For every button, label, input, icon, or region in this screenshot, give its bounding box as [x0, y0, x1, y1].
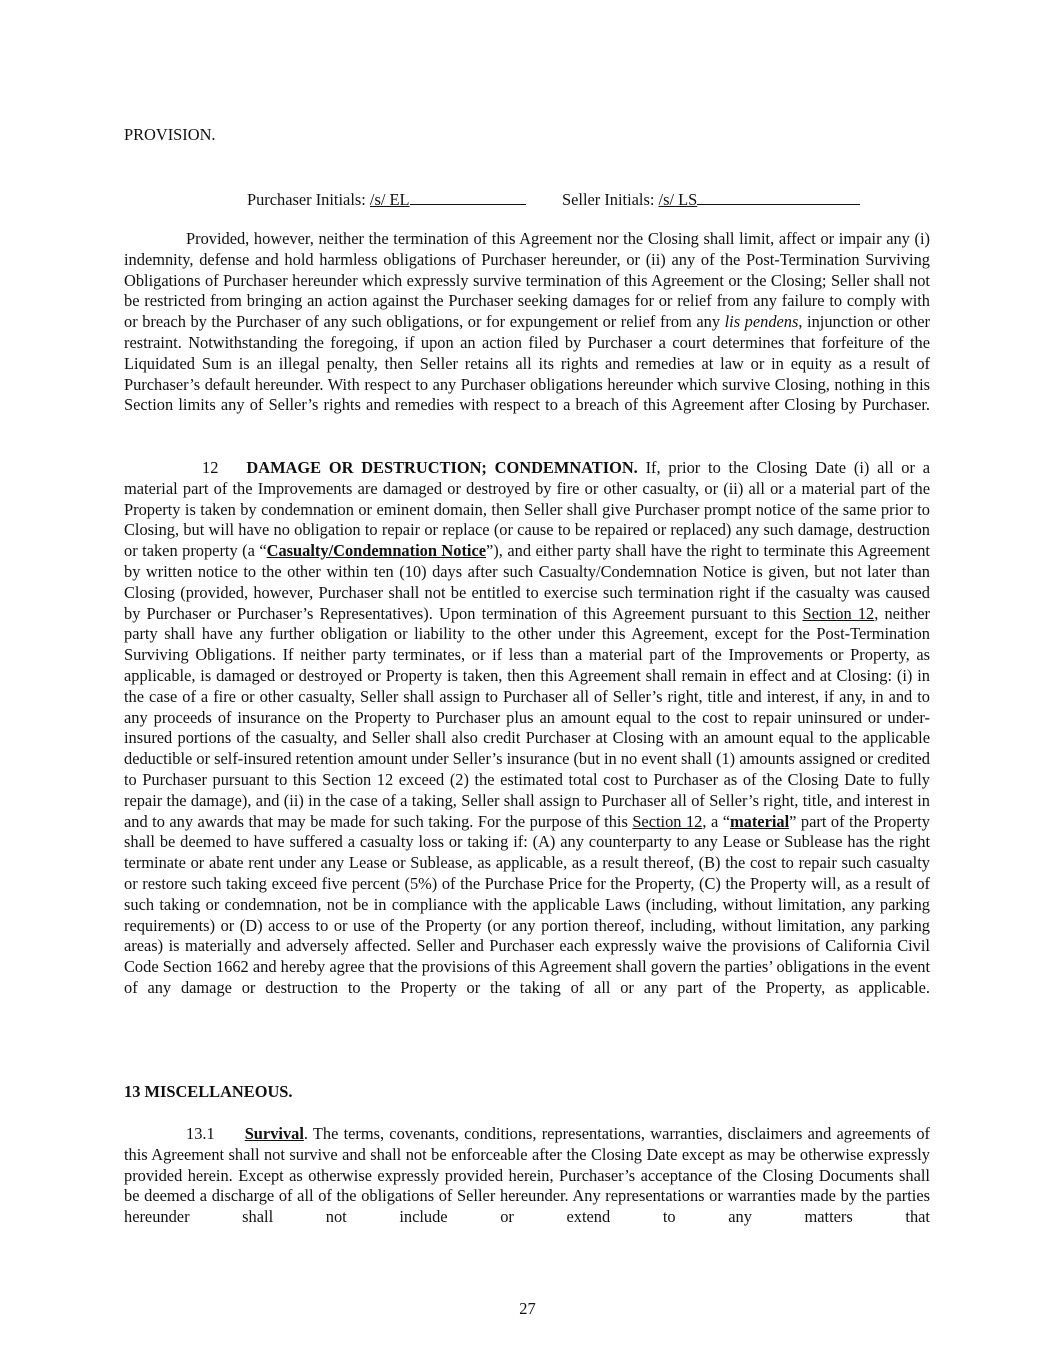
section-12-number: 12 — [202, 458, 219, 477]
section-12-reference: Section 12 — [802, 603, 875, 623]
seller-initials: Seller Initials: /s/ LS — [562, 188, 860, 211]
proviso-paragraph: Provided, however, neither the termination of this Agreement nor the Closing shall limit, affect or impair any (i) indemnity, defense and hold harmless obligations of Purchaser hereunder, or (ii) any of the Post-Termination Surviving Obligations of Purchaser hereunder which expressly survive termination of this Agreement or the Closing; Seller shall not be restricted from bringing an action against the Purchaser seeking damages for or relief from any failure to comply with or breach by the Purchaser of any such obligations, or for expungement or relief from any lis pendens, injunction or other restraint. Notwithstanding the foregoing, if upon an action filed by Purchaser a court determines that forfeiture of the Liquidated Sum is an illegal penalty, then Seller retains all its rights and remedies at law or in equity as a result of Purchaser’s default hereunder. With respect to any Purchaser obligations hereunder which survive Closing, nothing in this Section limits any of Seller’s rights and remedies with respect to a breach of this Agreement after Closing by Purchaser. — [124, 229, 930, 415]
section-13-1-number: 13.1 — [186, 1124, 215, 1143]
lis-pendens-term: lis pendens — [724, 312, 799, 332]
section-12-reference: Section 12 — [632, 811, 703, 831]
purchaser-initials-line — [410, 188, 526, 205]
section-12-heading: DAMAGE OR DESTRUCTION; CONDEMNATION. — [246, 458, 638, 477]
purchaser-initials: Purchaser Initials: /s/ EL — [247, 188, 526, 211]
section-12-paragraph: 12 DAMAGE OR DESTRUCTION; CONDEMNATION. If, prior to the Closing Date (i) all or a material part of the Improvements are damaged or destroyed by fire or other casualty, or (ii) all or a material part of the Property is taken by condemnation or eminent domain, then Seller shall give Purchaser prompt notice of the same prior to Closing, but will have no obligation to repair or replace (or cause to be repaired or replaced) any such damage, destruction or taken property (a “Casualty/Condemnation Notice”), and either party shall have the right to terminate this Agreement by written notice to the other within ten (10) days after such Casualty/Condemnation Notice is given, but not later than Closing (provided, however, Purchaser shall not be entitled to exercise such termination right if the casualty was caused by Purchaser or Purchaser’s Representatives). Upon termination of this Agreement pursuant to this Section 12, neither party shall have any further obligation or liability to the other under this Agreement, except for the Post-Termination Surviving Obligations. If neither party terminates, or if less than a material part of the Improvements or Property, as applicable, is damaged or destroyed or Property is taken, then this Agreement shall remain in effect and at Closing: (i) in the case of a fire or other casualty, Seller shall assign to Purchaser all of Seller’s right, title and interest, if any, in and to any proceeds of insurance on the Property to Purchaser plus an amount equal to the cost to repair uninsured or under-insured portions of the casualty, and Seller shall also credit Purchaser at Closing with an amount equal to the applicable deductible or self-insured retention amount under Seller’s insurance (but in no event shall (1) amounts assigned or credited to Purchaser pursuant to this Section 12 exceed (2) the estimated total cost to Purchaser as of the Closing Date to fully repair the damage), and (ii) in the case of a taking, Seller shall assign to Purchaser all of Seller’s right, title, and interest in and to any awards that may be made for such taking. For the purpose of this Section 12, a “material” part of the Property shall be deemed to have suffered a casualty loss or taking if: (A) any counterparty to any Lease or Sublease has the right terminate or abate rent under any Lease or Sublease, as applicable, as a result thereof, (B) the cost to repair such casualty or restore such taking exceed five percent (5%) of the Purchase Price for the Property, (C) the Property will, as a result of such taking or condemnation, not be in compliance with the applicable Laws (including, without limitation, any parking requirements) or (D) access to or use of the Property (or any portion thereof, including, without limitation, any parking areas) is materially and adversely affected. Seller and Purchaser each expressly waive the provisions of California Civil Code Section 1662 and hereby agree that the provisions of this Agreement shall govern the parties’ obligations in the event of any damage or destruction to the Property or the taking of all or any part of the Property, as applicable. — [124, 458, 930, 997]
provision-word: PROVISION. — [124, 125, 216, 144]
page-number: 27 — [519, 1299, 536, 1318]
section-13-heading: 13 MISCELLANEOUS. — [124, 1082, 293, 1101]
section-13-1-paragraph: 13.1 Survival. The terms, covenants, conditions, representations, warranties, disclaimers and agreements of this Agreement shall not survive and shall not be enforceable after the Closing Date except as may be otherwise expressly provided herein. Except as otherwise expressly provided herein, Purchaser’s acceptance of the Closing Documents shall be deemed a discharge of all of the obligations of Seller hereunder. Any representations or warranties made by the parties hereunder shall not include or extend to any matters that — [124, 1124, 930, 1227]
section-13-1-title: Survival — [244, 1124, 304, 1143]
seller-initials-line — [697, 188, 860, 205]
defined-term-material: material — [729, 811, 790, 831]
defined-term-casualty-notice: Casualty/Condemnation Notice — [266, 541, 487, 561]
purchaser-initials-value: /s/ EL — [369, 190, 410, 209]
seller-initials-value: /s/ LS — [658, 190, 698, 209]
